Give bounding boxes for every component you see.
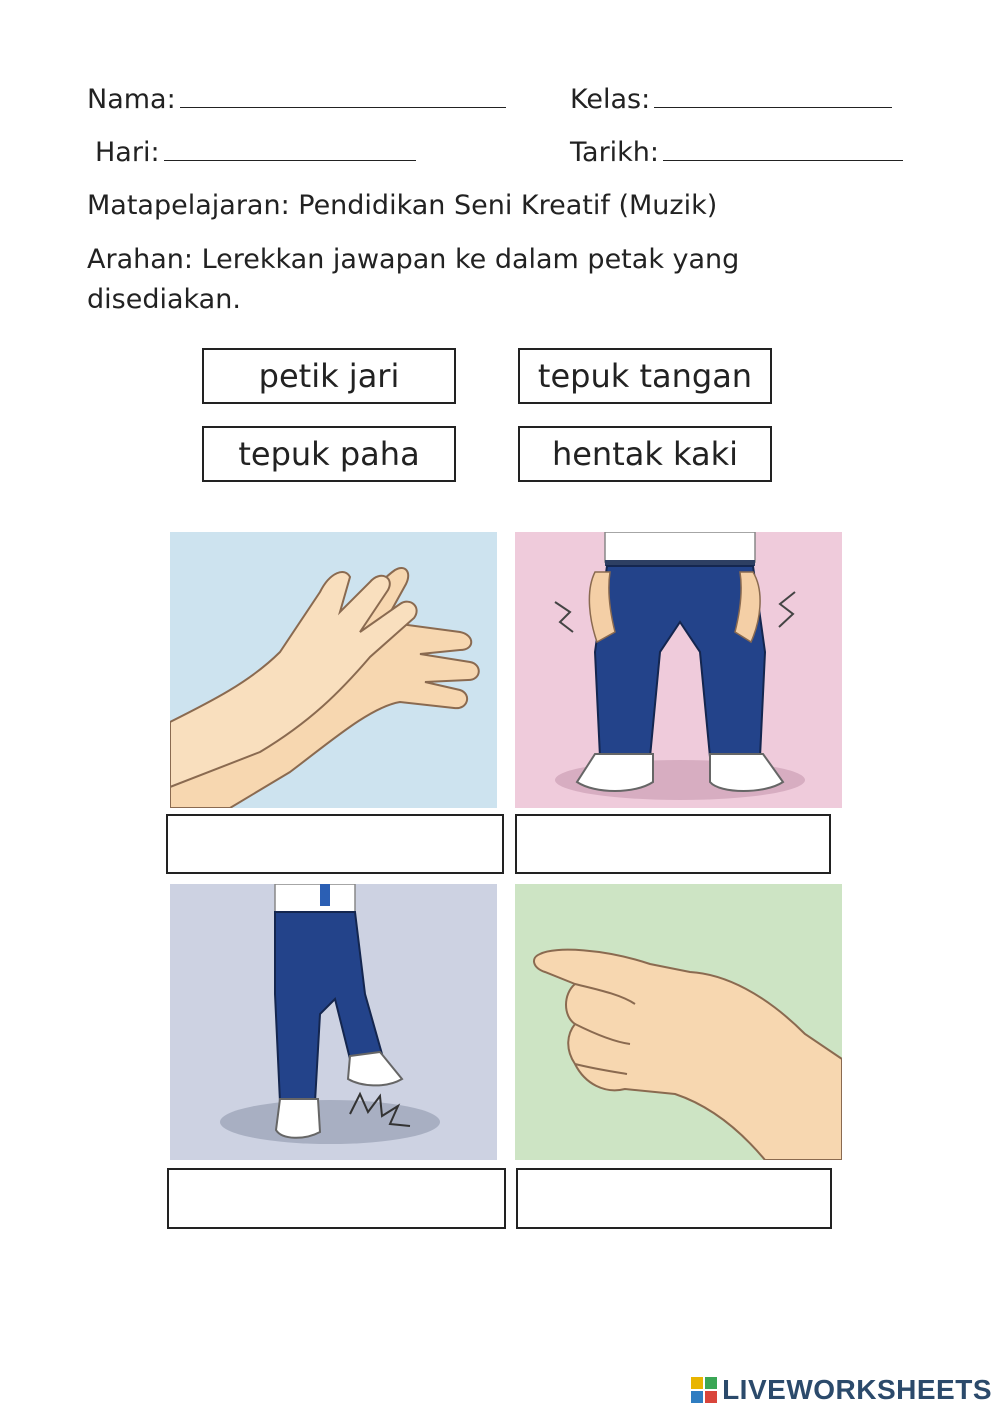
drop-box-1[interactable]: [166, 814, 504, 874]
kelas-blank: [654, 85, 892, 108]
answer-chip-tepuk-tangan[interactable]: tepuk tangan: [518, 348, 772, 404]
clapping-hands-icon: [170, 532, 497, 808]
liveworksheets-logo-icon: [690, 1375, 720, 1405]
answer-chip-petik-jari[interactable]: petik jari: [202, 348, 456, 404]
drop-box-3[interactable]: [167, 1168, 506, 1229]
instruction-line-2: disediakan.: [87, 284, 241, 315]
thigh-pat-icon: [515, 532, 842, 808]
picture-foot-stomp: [170, 884, 497, 1160]
picture-thigh-pat: [515, 532, 842, 808]
kelas-field: [570, 84, 892, 115]
answer-chip-hentak-kaki[interactable]: hentak kaki: [518, 426, 772, 482]
picture-clapping-hands: [170, 532, 497, 808]
tarikh-field: [570, 137, 903, 168]
tarikh-blank: [663, 138, 903, 161]
instruction-line-1: Arahan: Lerekkan jawapan ke dalam petak yang: [87, 244, 740, 275]
nama-blank: [180, 85, 506, 108]
subject-line: Matapelajaran: Pendidikan Seni Kreatif (Muzik): [87, 190, 718, 221]
answer-chip-tepuk-paha[interactable]: tepuk paha: [202, 426, 456, 482]
finger-snap-icon: [515, 884, 842, 1160]
brand-name: LIVEWORKSHEETS: [722, 1374, 992, 1405]
brand-watermark: [690, 1374, 992, 1406]
drop-box-4[interactable]: [516, 1168, 832, 1229]
foot-stomp-icon: [170, 884, 497, 1160]
kelas-label: Kelas:: [570, 84, 651, 115]
nama-field: [87, 84, 506, 115]
hari-label: Hari:: [95, 137, 160, 168]
drop-box-2[interactable]: [515, 814, 831, 874]
picture-finger-snap: [515, 884, 842, 1160]
tarikh-label: Tarikh:: [570, 137, 660, 168]
nama-label: Nama:: [87, 84, 176, 115]
hari-field: [95, 137, 416, 168]
hari-blank: [164, 138, 416, 161]
